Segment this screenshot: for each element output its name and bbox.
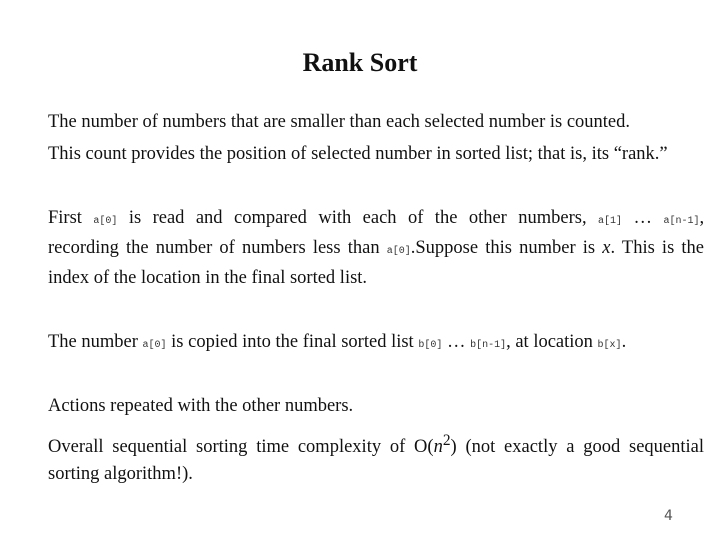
variable-x: x xyxy=(602,238,611,258)
text-span: ) (not exactly a good sequential xyxy=(450,437,704,458)
text-line xyxy=(48,238,704,259)
ellipsis: … xyxy=(633,208,652,228)
page-number: 4 xyxy=(664,508,673,524)
code-span: b[0] xyxy=(418,340,443,351)
code-span: b[n-1] xyxy=(470,340,507,351)
code-span: a[n-1] xyxy=(663,216,700,227)
text-span: , xyxy=(699,208,705,228)
code-span: a[0] xyxy=(142,340,167,351)
text-span: recording the number of numbers less than xyxy=(48,238,380,258)
variable-n: n xyxy=(433,437,443,458)
code-span: a[1] xyxy=(598,216,623,227)
text-line xyxy=(48,208,704,229)
text-line: sorting algorithm!). xyxy=(48,464,193,484)
text-line: Actions repeated with the other numbers. xyxy=(48,396,354,416)
text-line: The number of numbers that are smaller than each selected number is counted. xyxy=(48,112,631,132)
text-span: is read and compared with each of the other numbers, xyxy=(128,208,587,228)
code-span: a[0] xyxy=(93,216,118,227)
slide-title: Rank Sort xyxy=(302,48,418,77)
text-line: index of the location in the final sorted list. xyxy=(48,268,368,288)
text-span: , at location xyxy=(506,332,593,352)
text-span: . This is the xyxy=(610,238,705,258)
code-span: b[x] xyxy=(597,340,622,351)
text-span: .Suppose this number is xyxy=(410,238,596,258)
text-line xyxy=(48,332,704,353)
text-line xyxy=(48,432,704,458)
code-span: a[0] xyxy=(386,246,411,257)
text-span: First xyxy=(48,208,82,228)
text-span: Overall sequential sorting time complexity of O( xyxy=(48,437,434,458)
text-span: The number xyxy=(48,332,138,352)
exponent: 2 xyxy=(442,432,451,449)
ellipsis: … xyxy=(446,332,466,352)
text-span: is copied into the final sorted list xyxy=(171,332,414,352)
text-span: . xyxy=(621,332,627,352)
text-line: This count provides the position of selected number in sorted list; that is, its “rank.” xyxy=(48,144,668,164)
